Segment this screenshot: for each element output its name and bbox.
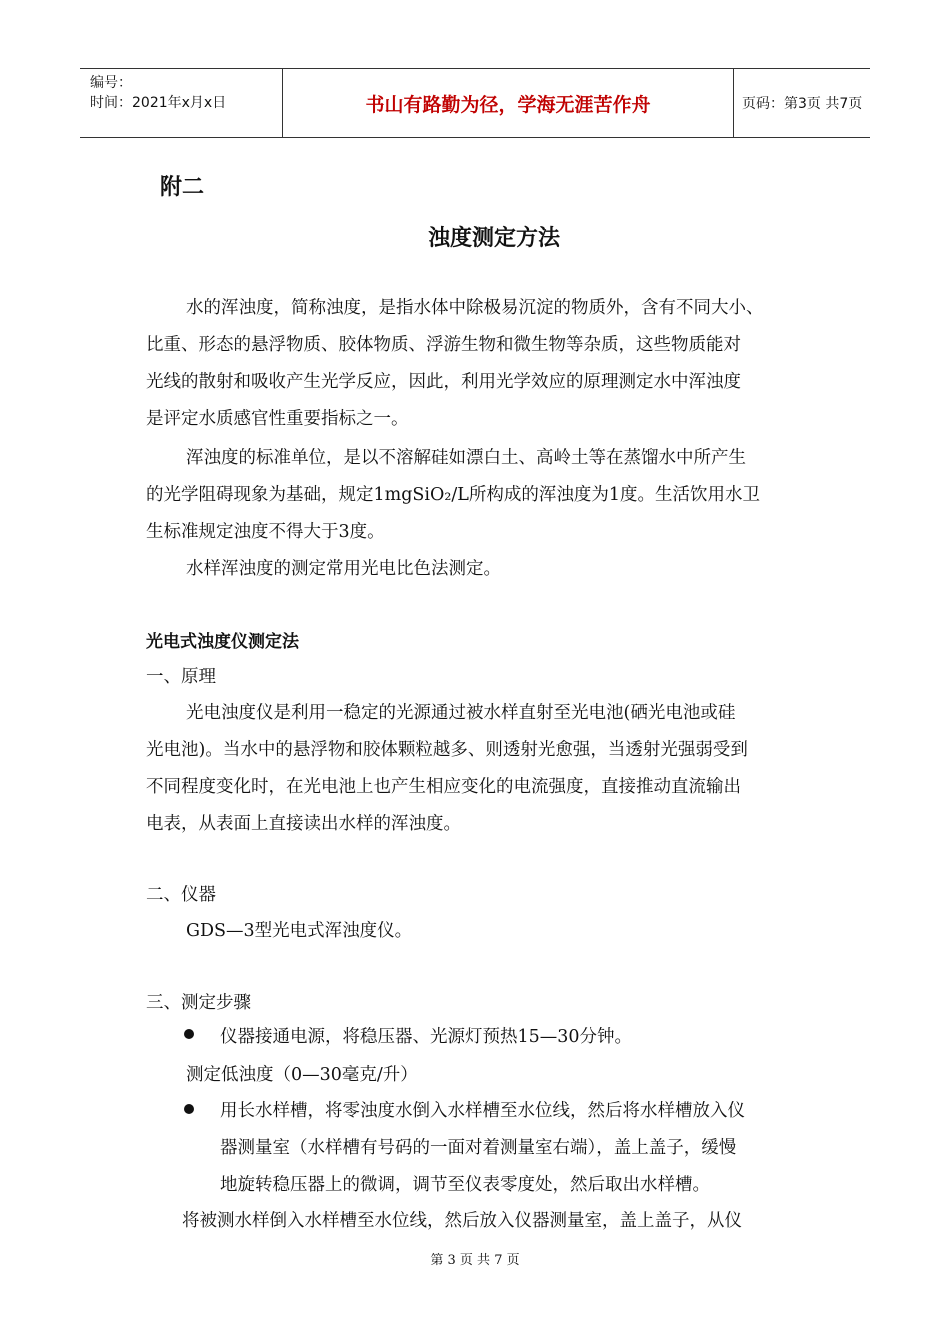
section-heading: 二、仪器 (146, 885, 216, 905)
bullet-icon (184, 1029, 194, 1039)
paragraph-line: 生标准规定浊度不得大于3度。 (146, 522, 385, 542)
paragraph-line: 的光学阻碍现象为基础，规定1mgSiO₂/L所构成的浑浊度为1度。生活饮用水卫 (146, 485, 761, 505)
step-text: 将被测水样倒入水样槽至水位线，然后放入仪器测量室，盖上盖子，从仪 (182, 1211, 742, 1231)
bullet-icon (184, 1104, 194, 1114)
principle-line: 光电池)。当水中的悬浮物和胶体颗粒越多、则透射光愈强，当透射光强弱受到 (146, 740, 748, 760)
paragraph-line: 水样浑浊度的测定常用光电比色法测定。 (186, 559, 501, 579)
document-title: 浊度测定方法 (428, 226, 561, 251)
header-meta (90, 73, 280, 113)
step-bullet-line: 用长水样槽，将零浊度水倒入水样槽至水位线，然后将水样槽放入仪 (220, 1101, 745, 1121)
instrument-text: GDS—3型光电式浑浊度仪。 (186, 921, 413, 941)
paragraph-line: 浑浊度的标准单位，是以不溶解硅如漂白土、高岭土等在蒸馏水中所产生 (186, 448, 746, 468)
page-header (80, 68, 870, 138)
method-title: 光电式浊度仪测定法 (146, 632, 299, 652)
number-label: 编号： (90, 75, 132, 91)
paragraph-line: 比重、形态的悬浮物质、胶体物质、浮游生物和微生物等杂质，这些物质能对 (146, 335, 741, 355)
paragraph-line: 水的浑浊度，简称浊度，是指水体中除极易沉淀的物质外，含有不同大小、 (186, 298, 764, 318)
principle-line: 不同程度变化时，在光电池上也产生相应变化的电流强度，直接推动直流输出 (146, 777, 741, 797)
time-label: 时间：2021年x月x日 (90, 95, 227, 111)
section-heading: 一、原理 (146, 667, 216, 687)
page-footer: 第 3 页 共 7 页 (430, 1253, 520, 1268)
header-page-code: 页码：第3页 共7页 (742, 96, 863, 112)
principle-line: 光电浊度仪是利用一稳定的光源通过被水样直射至光电池(硒光电池或硅 (186, 703, 736, 723)
section-heading: 三、测定步骤 (146, 993, 251, 1013)
paragraph-line: 是评定水质感官性重要指标之一。 (146, 409, 409, 429)
principle-line: 电表，从表面上直接读出水样的浑浊度。 (146, 814, 461, 834)
appendix-label: 附二 (160, 175, 205, 200)
step-subheading: 测定低浊度（0—30毫克/升） (186, 1065, 418, 1085)
paragraph-line: 光线的散射和吸收产生光学反应，因此，利用光学效应的原理测定水中浑浊度 (146, 372, 741, 392)
step-bullet-line: 器测量室（水样槽有号码的一面对着测量室右端），盖上盖子，缓慢 (220, 1138, 737, 1158)
step-bullet-text: 仪器接通电源，将稳压器、光源灯预热15—30分钟。 (220, 1027, 633, 1047)
header-motto: 书山有路勤为径，学海无涯苦作舟 (282, 69, 734, 137)
step-bullet-line: 地旋转稳压器上的微调，调节至仪表零度处，然后取出水样槽。 (220, 1175, 710, 1195)
